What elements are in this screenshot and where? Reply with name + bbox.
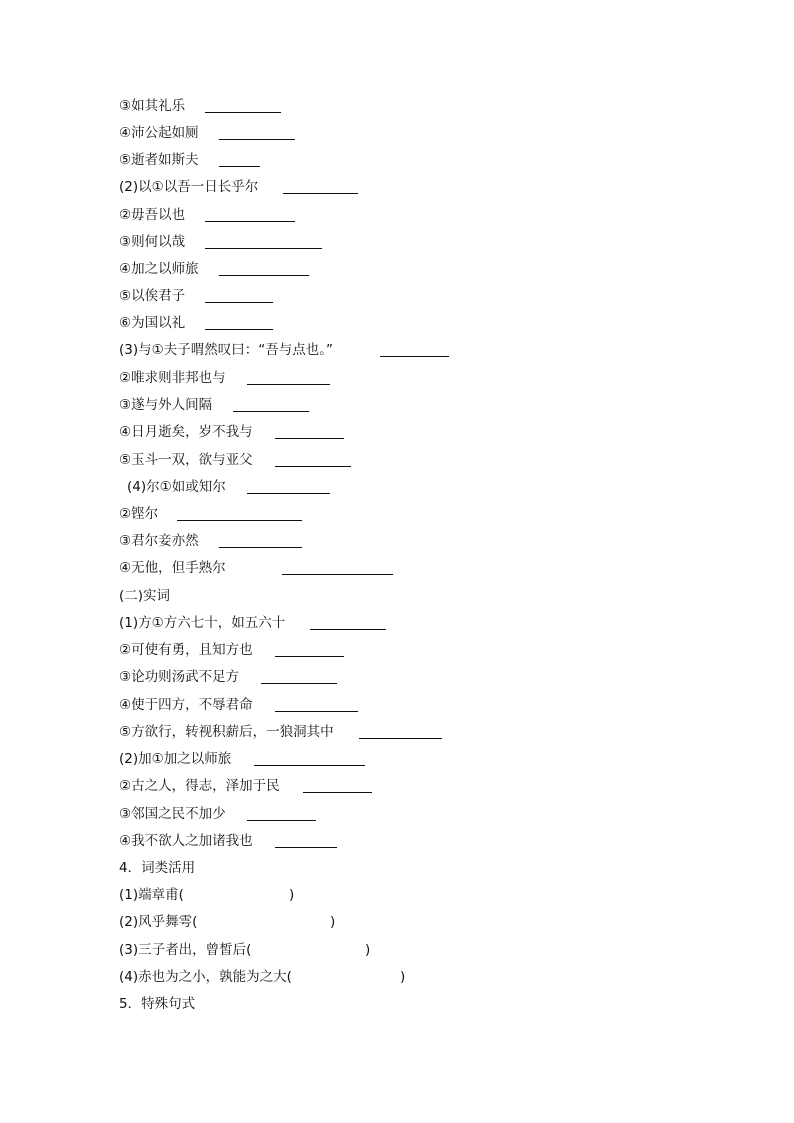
item-text: (2)以①以吾一日长乎尔 — [119, 179, 259, 195]
heading-text: 4．词类活用 — [119, 860, 196, 876]
list-item — [119, 912, 336, 932]
list-item — [119, 422, 253, 442]
list-item — [119, 967, 406, 987]
list-item — [119, 531, 199, 551]
closing-paren: ) — [400, 969, 406, 985]
item-text: ④无他，但手熟尔 — [119, 560, 226, 576]
list-item — [119, 123, 199, 143]
item-text: ⑥为国以礼 — [119, 315, 186, 331]
closing-paren: ) — [365, 942, 371, 958]
item-text: (3)与①夫子喟然叹曰：“吾与点也。” — [119, 342, 333, 358]
answer-blank[interactable] — [275, 466, 351, 467]
list-item — [119, 259, 199, 279]
item-text: ②铿尔 — [119, 506, 159, 522]
list-item — [119, 667, 239, 687]
answer-blank[interactable] — [219, 275, 309, 276]
answer-blank[interactable] — [310, 629, 386, 630]
list-item — [127, 477, 226, 497]
item-text: ④日月逝矣，岁不我与 — [119, 424, 253, 440]
list-item — [119, 286, 185, 306]
answer-blank[interactable] — [275, 711, 358, 712]
item-text: ④我不欲人之加诸我也 — [119, 833, 253, 849]
answer-blank[interactable] — [247, 493, 330, 494]
list-item — [119, 450, 253, 470]
answer-blank[interactable] — [282, 574, 393, 575]
list-item — [119, 831, 253, 851]
list-item — [119, 205, 185, 225]
item-text: (4)赤也为之小，孰能为之大( — [119, 969, 292, 985]
item-text: (3)三子者出，曾皙后( — [119, 942, 252, 958]
list-item — [119, 804, 226, 824]
item-text: ③如其礼乐 — [119, 98, 186, 114]
closing-paren: ) — [330, 914, 336, 930]
item-text: ②可使有勇，且知方也 — [119, 642, 253, 658]
list-item — [119, 340, 333, 360]
item-text: ④加之以师旅 — [119, 261, 199, 277]
answer-blank[interactable] — [283, 193, 358, 194]
item-text: ③遂与外人间隔 — [119, 397, 213, 413]
item-text: ②毋吾以也 — [119, 207, 186, 223]
answer-blank[interactable] — [219, 166, 260, 167]
answer-blank[interactable] — [380, 356, 449, 357]
item-text: (2)加①加之以师旅 — [119, 751, 232, 767]
list-item — [119, 150, 199, 170]
heading-text: (二)实词 — [119, 588, 171, 604]
item-text: ⑤玉斗一双，欲与亚父 — [119, 452, 253, 468]
answer-blank[interactable] — [275, 438, 344, 439]
item-text: ④沛公起如厕 — [119, 125, 199, 141]
list-item — [119, 313, 185, 333]
closing-paren: ) — [289, 887, 295, 903]
item-text: (1)端章甫( — [119, 887, 184, 903]
list-item — [119, 558, 226, 578]
section-heading — [119, 858, 195, 878]
list-item — [119, 395, 212, 415]
item-text: ③邻国之民不加少 — [119, 806, 226, 822]
list-item — [119, 232, 185, 252]
answer-blank[interactable] — [219, 139, 295, 140]
item-text: ⑤逝者如斯夫 — [119, 152, 199, 168]
answer-blank[interactable] — [247, 384, 330, 385]
item-text: (2)风乎舞雩( — [119, 914, 198, 930]
answer-blank[interactable] — [205, 248, 322, 249]
list-item — [119, 640, 253, 660]
list-item — [119, 695, 253, 715]
answer-blank[interactable] — [205, 221, 295, 222]
item-text: ③论功则汤武不足方 — [119, 669, 240, 685]
answer-blank[interactable] — [205, 112, 281, 113]
answer-blank[interactable] — [247, 820, 316, 821]
item-text: ⑤以俟君子 — [119, 288, 186, 304]
list-item — [119, 749, 231, 769]
answer-blank[interactable] — [359, 738, 442, 739]
answer-blank[interactable] — [275, 656, 344, 657]
answer-blank[interactable] — [205, 329, 273, 330]
list-item — [119, 613, 285, 633]
item-text: (1)方①方六七十，如五六十 — [119, 615, 286, 631]
list-item — [119, 504, 158, 524]
section-heading — [119, 994, 195, 1014]
item-text: (4)尔①如或知尔 — [127, 479, 226, 495]
list-item — [119, 96, 185, 116]
item-text: ③则何以哉 — [119, 234, 186, 250]
item-text: ⑤方欲行，转视积薪后，一狼洞其中 — [119, 724, 334, 740]
answer-blank[interactable] — [275, 847, 337, 848]
item-text: ③君尔妾亦然 — [119, 533, 199, 549]
list-item — [119, 776, 280, 796]
answer-blank[interactable] — [205, 302, 273, 303]
answer-blank[interactable] — [219, 547, 302, 548]
item-text: ②唯求则非邦也与 — [119, 370, 226, 386]
item-text: ④使于四方，不辱君命 — [119, 697, 253, 713]
item-text: ②古之人，得志，泽加于民 — [119, 778, 280, 794]
list-item — [119, 177, 258, 197]
answer-blank[interactable] — [177, 520, 302, 521]
list-item — [119, 722, 334, 742]
answer-blank[interactable] — [261, 683, 337, 684]
list-item — [119, 885, 295, 905]
heading-text: 5．特殊句式 — [119, 996, 196, 1012]
answer-blank[interactable] — [233, 411, 309, 412]
answer-blank[interactable] — [254, 765, 365, 766]
section-heading — [119, 586, 170, 606]
answer-blank[interactable] — [303, 792, 372, 793]
list-item — [119, 368, 226, 388]
list-item — [119, 940, 371, 960]
